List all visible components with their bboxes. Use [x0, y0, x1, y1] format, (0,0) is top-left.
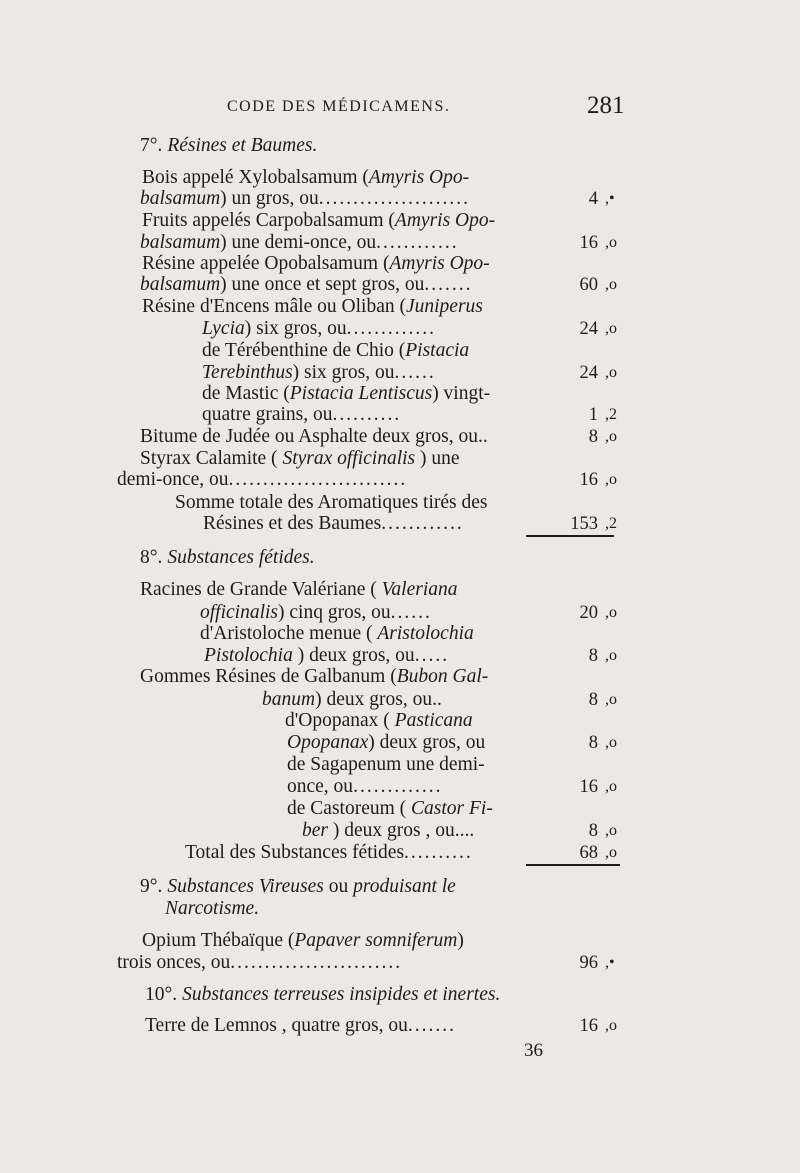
dot-leader: ............. — [346, 318, 436, 339]
text-segment: Bubon Gal- — [396, 666, 489, 687]
text-segment: produisant le — [353, 876, 456, 897]
quantity-decimal: ,o — [605, 320, 617, 337]
text-segment: Substances fétides. — [167, 547, 315, 568]
text-segment: Amyris Opo- — [394, 210, 496, 231]
quantity-decimal: ,o — [605, 1017, 617, 1034]
text-segment: d'Opopanax ( — [285, 710, 395, 731]
text-segment: Racines de Grande Valériane ( — [140, 579, 382, 600]
quantity-decimal: ,o — [605, 428, 617, 445]
text-segment: de Sagapenum une demi- — [287, 754, 485, 775]
quantity-value: 24 — [579, 319, 598, 339]
text-segment: ) deux gros, ou.. — [315, 689, 442, 710]
text-line — [145, 982, 500, 1008]
quantity-decimal: ,o — [605, 822, 617, 839]
text-segment: de Térébenthine de Chio ( — [202, 340, 406, 361]
text-segment: balsamum — [140, 188, 221, 209]
dot-leader: ............ — [376, 232, 459, 253]
text-segment: Lycia — [202, 318, 245, 339]
quantity-value: 8 — [588, 427, 598, 447]
text-segment: balsamum — [140, 274, 221, 295]
quantity-decimal: ,o — [605, 364, 617, 381]
text-line — [185, 840, 473, 866]
text-segment: Aristolochia — [377, 623, 474, 644]
quantity-value: 8 — [588, 821, 598, 841]
text-segment: Opium Thébaïque ( — [142, 930, 295, 951]
quantity-decimal: ,o — [605, 734, 617, 751]
text-segment: ) cinq gros, ou — [278, 602, 391, 623]
dot-leader: .......................... — [228, 469, 408, 490]
text-segment: Bitume de Judée ou Asphalte deux gros, ou.. — [140, 426, 488, 447]
text-segment: Terebinthus — [202, 362, 293, 383]
dot-leader: ...... — [390, 602, 432, 623]
text-line — [203, 511, 464, 537]
sum-rule-1 — [526, 535, 614, 537]
quantity-value: 24 — [579, 363, 598, 383]
quantity-decimal: ,o — [605, 647, 617, 664]
quantity-value: 68 — [579, 843, 598, 863]
text-segment: Pistacia Lentiscus — [289, 383, 433, 404]
text-segment: ) six gros, ou — [244, 318, 347, 339]
text-segment: ber — [302, 820, 328, 841]
dot-leader: .......... — [404, 842, 473, 863]
text-segment: ) — [457, 930, 464, 951]
quantity-decimal: ,2 — [605, 515, 617, 532]
text-segment: Valeriana — [381, 579, 458, 600]
text-segment: once, ou — [287, 776, 354, 797]
text-segment: Narcotisme. — [165, 898, 260, 919]
quantity-value: 16 — [579, 1016, 598, 1036]
text-segment: officinalis — [200, 602, 278, 623]
signature-mark: 36 — [524, 1040, 543, 1061]
text-segment: Fruits appelés Carpobalsamum ( — [142, 210, 395, 231]
quantity-decimal: ,2 — [605, 406, 617, 423]
text-segment: Styrax officinalis — [282, 448, 416, 469]
text-segment: Amyris Opo- — [368, 167, 470, 188]
text-segment: 9°. — [140, 876, 168, 897]
text-segment: ) deux gros, ou — [368, 732, 486, 753]
text-segment: Substances Vireuses — [167, 876, 324, 897]
text-segment: ) un gros, ou — [220, 188, 319, 209]
text-segment: Castor Fi- — [411, 798, 493, 819]
text-segment: Pistacia — [405, 340, 470, 361]
text-segment: Résines et Baumes. — [167, 135, 318, 156]
text-segment: Résine appelée Opobalsamum ( — [142, 253, 390, 274]
text-segment: trois onces, ou — [117, 952, 231, 973]
text-segment: Substances terreuses insipides et inertes. — [182, 984, 501, 1005]
text-segment: ) une — [415, 448, 460, 469]
text-segment: Bois appelé Xylobalsamum ( — [142, 167, 369, 188]
quantity-decimal: ,• — [605, 190, 615, 207]
quantity-value: 153 — [570, 514, 598, 534]
sum-rule-2 — [526, 864, 620, 866]
quantity-value: 4 — [588, 189, 598, 209]
quantity-decimal: ,o — [605, 844, 617, 861]
text-segment: ) deux gros, ou — [292, 645, 415, 666]
quantity-decimal: ,o — [605, 691, 617, 708]
quantity-value: 60 — [579, 275, 598, 295]
text-segment: 7°. — [140, 135, 168, 156]
text-segment: ) deux gros , ou.... — [328, 820, 475, 841]
text-segment: Juniperus — [405, 296, 483, 317]
text-segment: ) une demi-once, ou — [220, 232, 377, 253]
text-segment: quatre grains, ou — [202, 404, 333, 425]
dot-leader: ...... — [394, 362, 436, 383]
running-header: CODE DES MÉDICAMENS. — [227, 98, 451, 115]
text-line — [140, 133, 317, 159]
quantity-decimal: ,o — [605, 234, 617, 251]
quantity-decimal: ,o — [605, 778, 617, 795]
quantity-value: 16 — [579, 233, 598, 253]
text-segment: Gommes Résines de Galbanum ( — [140, 666, 397, 687]
text-segment: Opopanax — [287, 732, 369, 753]
text-segment: ) six gros, ou — [292, 362, 395, 383]
text-segment: balsamum — [140, 232, 221, 253]
quantity-decimal: ,o — [605, 604, 617, 621]
quantity-value: 1 — [588, 405, 598, 425]
quantity-value: 16 — [579, 470, 598, 490]
text-segment: Résine d'Encens mâle ou Oliban ( — [142, 296, 406, 317]
quantity-decimal: ,• — [605, 954, 615, 971]
dot-leader: ............. — [353, 776, 443, 797]
text-segment: ) une once et sept gros, ou — [220, 274, 425, 295]
text-line — [165, 896, 259, 922]
page-number: 281 — [587, 92, 625, 119]
quantity-value: 20 — [579, 603, 598, 623]
dot-leader: ....... — [424, 274, 473, 295]
text-segment: d'Aristoloche menue ( — [200, 623, 378, 644]
text-segment: demi-once, ou — [117, 469, 229, 490]
dot-leader: ......................... — [230, 952, 403, 973]
dot-leader: ...................... — [318, 188, 470, 209]
quantity-value: 16 — [579, 777, 598, 797]
text-line — [117, 950, 402, 976]
text-segment: de Mastic ( — [202, 383, 290, 404]
text-segment: Pistolochia — [204, 645, 293, 666]
quantity-value: 96 — [579, 953, 598, 973]
text-segment: Styrax Calamite ( — [140, 448, 283, 469]
dot-leader: ....... — [407, 1015, 457, 1036]
text-segment: Pasticana — [394, 710, 473, 731]
text-segment: de Castoreum ( — [287, 798, 412, 819]
text-segment: Somme totale des Aromatiques tirés des — [175, 492, 488, 513]
quantity-value: 8 — [588, 733, 598, 753]
dot-leader: .......... — [332, 404, 402, 425]
quantity-decimal: ,o — [605, 276, 617, 293]
dot-leader: ..... — [414, 645, 450, 666]
text-segment: 8°. — [140, 547, 168, 568]
quantity-value: 8 — [588, 646, 598, 666]
text-segment: Résines et des Baumes — [203, 513, 382, 534]
text-segment: Terre de Lemnos , quatre gros, ou — [145, 1015, 408, 1036]
text-line — [145, 1013, 456, 1039]
text-segment: Papaver somniferum — [294, 930, 458, 951]
quantity-decimal: ,o — [605, 471, 617, 488]
text-segment: Amyris Opo- — [389, 253, 490, 274]
text-segment: Total des Substances fétides — [185, 842, 405, 863]
text-segment: banum — [262, 689, 316, 710]
quantity-value: 8 — [588, 690, 598, 710]
text-line — [140, 545, 315, 571]
dot-leader: ............ — [381, 513, 464, 534]
text-segment: 10°. — [145, 984, 183, 1005]
text-segment: ) vingt- — [432, 383, 491, 404]
text-segment: ou — [323, 876, 354, 897]
